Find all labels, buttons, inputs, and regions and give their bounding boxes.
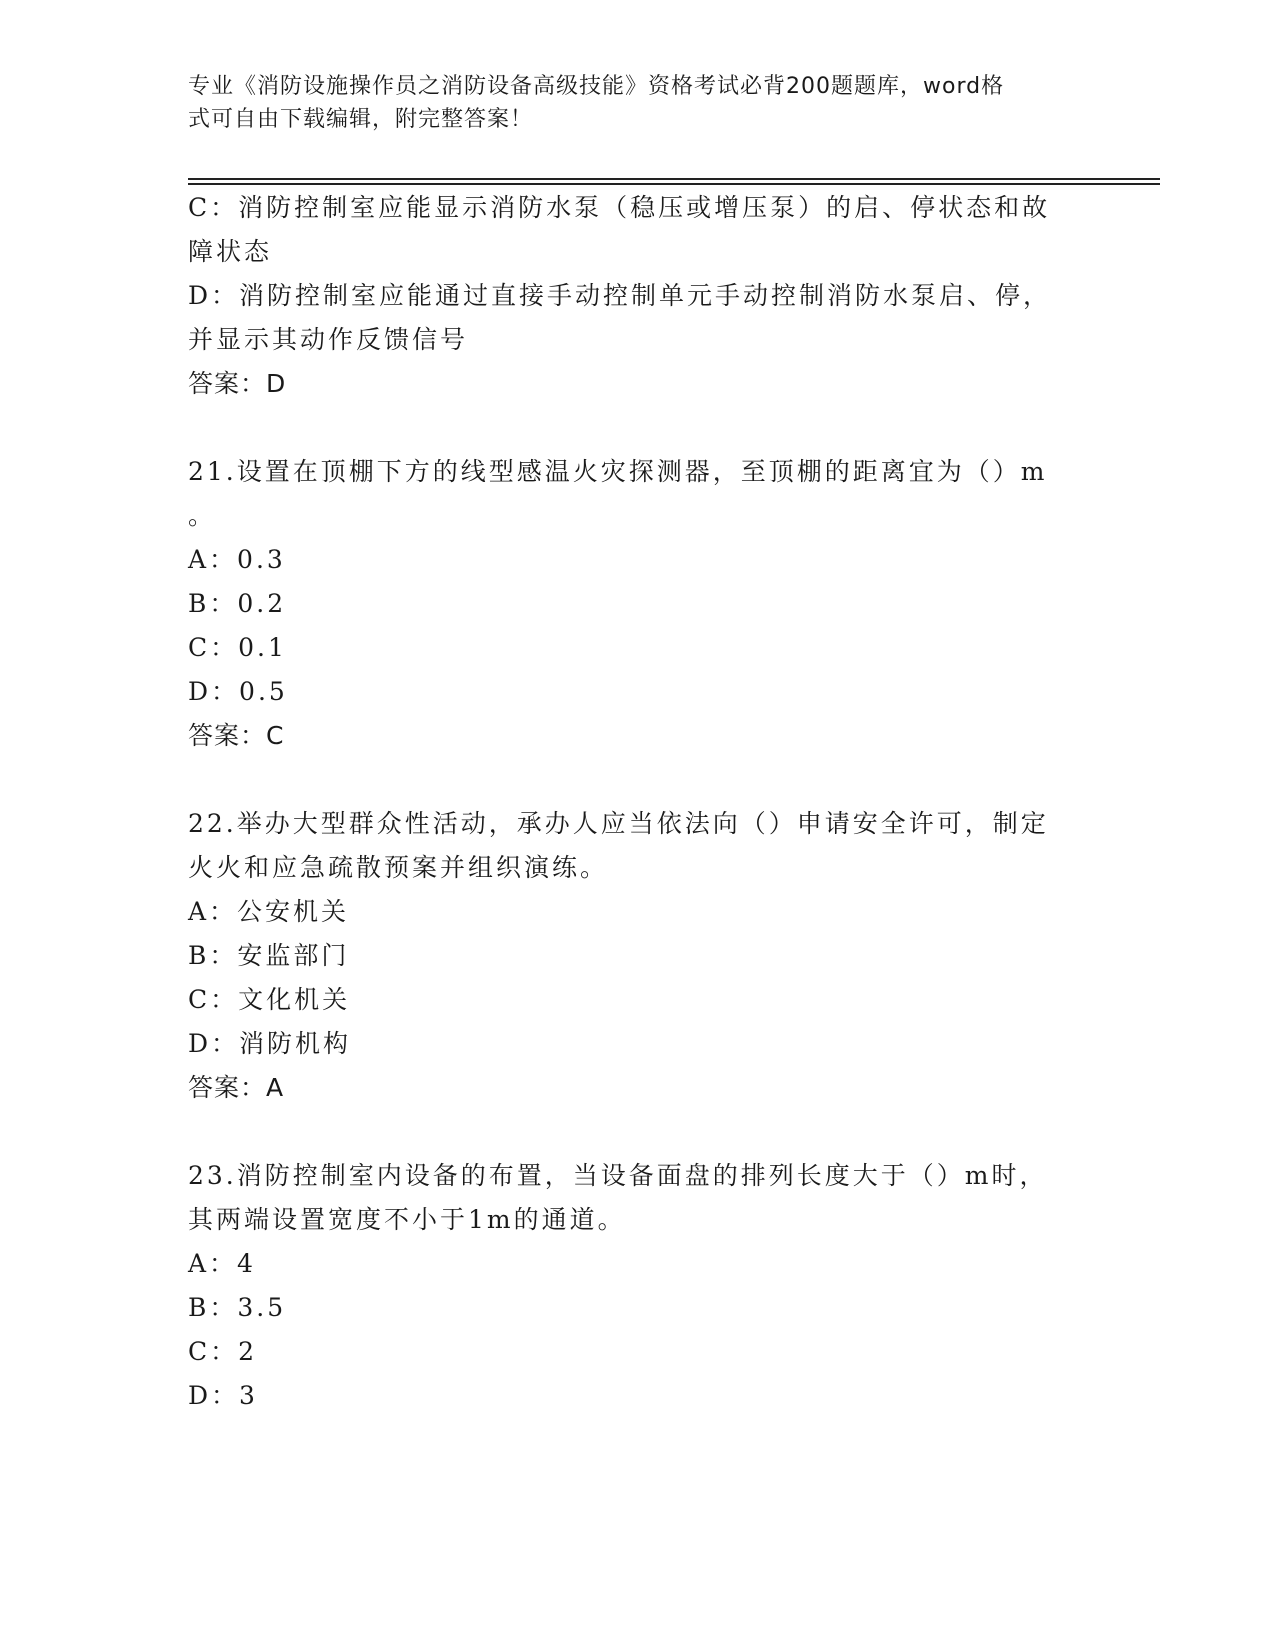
q23-stem-line-2: 其两端设置宽度不小于1m的通道。 xyxy=(188,1205,626,1234)
q21-answer: 答案：C xyxy=(188,721,285,750)
q21-stem-line-1: 21.设置在顶棚下方的线型感温火灾探测器，至顶棚的距离宜为（）m xyxy=(188,457,1048,486)
header-divider-top xyxy=(188,178,1160,180)
header-line-2: 式可自由下载编辑，附完整答案！ xyxy=(188,107,534,132)
q23-option-d: D：3 xyxy=(188,1381,258,1410)
q23-option-b: B：3.5 xyxy=(188,1293,287,1322)
q22-stem-line-1: 22.举办大型群众性活动，承办人应当依法向（）申请安全许可，制定 xyxy=(188,809,1049,838)
q22-option-b: B：安监部门 xyxy=(188,941,350,970)
header-divider-bottom xyxy=(188,183,1160,185)
q23-option-a: A：4 xyxy=(188,1249,256,1278)
q22-option-a: A：公安机关 xyxy=(188,897,350,926)
q21-option-b: B：0.2 xyxy=(188,589,287,618)
q21-stem-line-2: 。 xyxy=(188,501,217,530)
q20-option-d-line-1: D：消防控制室应能通过直接手动控制单元手动控制消防水泵启、停， xyxy=(188,281,1052,310)
q20-option-c-line-2: 障状态 xyxy=(188,237,273,266)
q21-option-d: D：0.5 xyxy=(188,677,288,706)
q22-option-d: D：消防机构 xyxy=(188,1029,352,1058)
q23-option-c: C：2 xyxy=(188,1337,258,1366)
q22-option-c: C：文化机关 xyxy=(188,985,351,1014)
q22-stem-line-2: 火火和应急疏散预案并组织演练。 xyxy=(188,853,609,882)
q21-option-c: C：0.1 xyxy=(188,633,287,662)
header-line-1: 专业《消防设施操作员之消防设备高级技能》资格考试必背200题题库，word格 xyxy=(188,74,1005,99)
q20-option-d-line-2: 并显示其动作反馈信号 xyxy=(188,325,469,354)
q22-answer: 答案：A xyxy=(188,1073,285,1102)
document-header xyxy=(188,70,1068,136)
q23-stem-line-1: 23.消防控制室内设备的布置，当设备面盘的排列长度大于（）m时， xyxy=(188,1161,1048,1190)
q20-answer: 答案：D xyxy=(188,369,287,398)
q20-option-c-line-1: C：消防控制室应能显示消防水泵（稳压或增压泵）的启、停状态和故 xyxy=(188,193,1051,222)
q21-option-a: A：0.3 xyxy=(188,545,286,574)
